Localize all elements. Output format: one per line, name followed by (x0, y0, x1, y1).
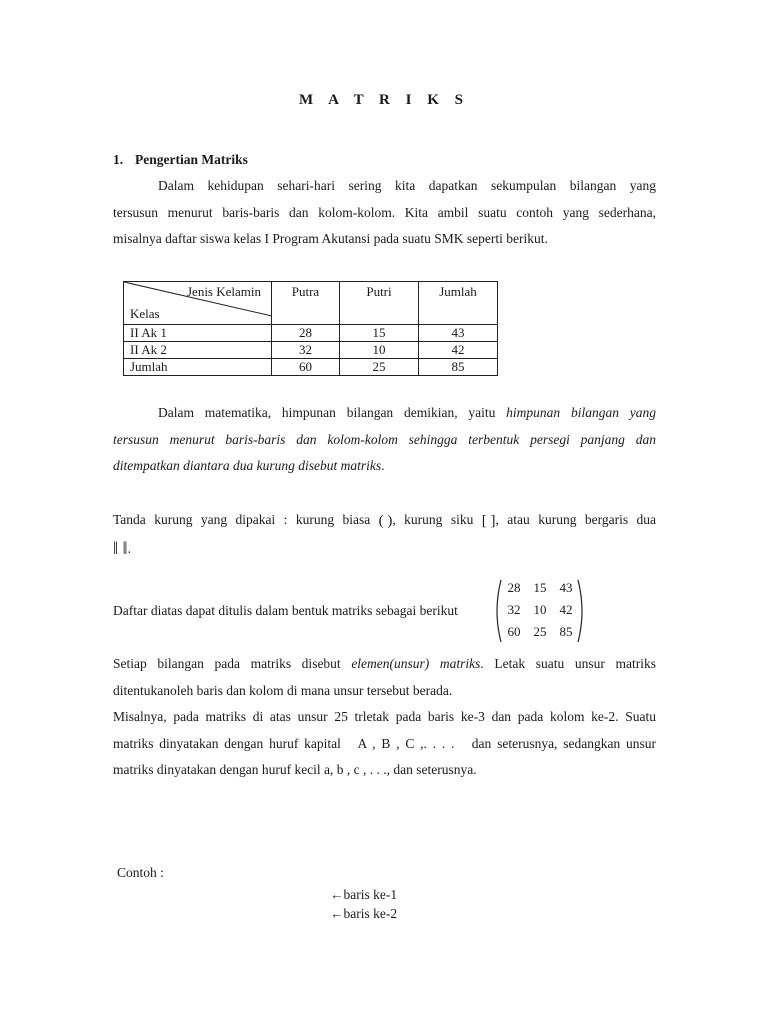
element-line-3: Misalnya, pada matriks di atas unsur 25 trletak pada baris ke-3 dan pada kolom ke-2. Suatu (113, 709, 656, 724)
row-indicator-label: baris ke-2 (343, 906, 398, 921)
matrix-intro: Daftar diatas dapat ditulis dalam bentuk matriks sebagai berikut (113, 603, 458, 618)
row-indicator-1 (330, 887, 397, 903)
matrix-row (502, 602, 582, 622)
definition-line-3-end: . (381, 458, 385, 473)
matrix-row (502, 624, 582, 644)
matrix-cell: 85 (559, 624, 573, 639)
table-cell: 28 (272, 325, 340, 342)
definition-paragraph (113, 400, 656, 480)
table-cell: 43 (419, 325, 498, 342)
matrix-cell: 60 (507, 624, 521, 639)
round-bracket-glyph: ( ) (378, 513, 393, 529)
matrix-cell: 15 (533, 580, 547, 595)
intro-line-2: tersusun menurut baris-baris dan kolom-kolom. Kita ambil suatu contoh yang sederhana, (113, 204, 656, 220)
table-cell: 32 (272, 342, 340, 359)
definition-line-1: Dalam matematika, himpunan bilangan demikian, yaitu (158, 405, 507, 420)
matrix-cell: 10 (533, 602, 547, 617)
element-line-2: ditentukanoleh baris dan kolom di mana unsur tersebut berada. (113, 682, 453, 698)
matrix-cell: 28 (507, 580, 521, 595)
intro-line-3: misalnya daftar siswa kelas I Program Akutansi pada suatu SMK seperti berikut. (113, 231, 548, 246)
matrix-cell: 42 (559, 602, 573, 617)
bracket-text-a: Tanda kurung yang dipakai : kurung biasa (113, 512, 379, 527)
element-paragraph (113, 651, 656, 784)
intro-paragraph (113, 173, 656, 253)
matrix-display (492, 578, 587, 644)
row-label: Jumlah (124, 359, 272, 376)
table-row (124, 325, 498, 342)
table-cell: 60 (272, 359, 340, 376)
table-cell: 25 (340, 359, 419, 376)
section-title: Pengertian Matriks (135, 152, 248, 167)
corner-label-top: Jenis Kelamin (186, 284, 261, 299)
example-label: Contoh : (117, 865, 164, 880)
class-table (123, 281, 498, 376)
definition-line-3: ditempatkan diantara dua kurung disebut matriks (113, 458, 382, 473)
table-corner-cell (124, 282, 272, 325)
section-heading (113, 152, 248, 168)
definition-line-2: tersusun menurut baris-baris dan kolom-kolom sehingga terbentuk persegi panjang dan (113, 431, 656, 447)
element-line-4: matriks dinyatakan dengan huruf kapital A , B , C ,. . . . dan seterusnya, sedangkan unsur (113, 735, 656, 751)
corner-label-bottom: Kelas (130, 306, 160, 321)
element-line-1: Setiap bilangan pada matriks disebut (113, 656, 352, 671)
row-indicator-2 (330, 906, 397, 922)
element-line-5: matriks dinyatakan dengan huruf kecil a, b , c , . . ., dan seterusnya. (113, 762, 477, 777)
table-row (124, 359, 498, 376)
table-cell: 15 (340, 325, 419, 342)
bracket-text-c: , atau kurung bergaris dua (495, 512, 657, 527)
left-arrow-icon: ← (330, 906, 344, 921)
matrix-cell: 32 (507, 602, 521, 617)
section-number: 1. (113, 152, 124, 167)
intro-line-1: Dalam kehidupan sehari-hari sering kita dapatkan sekumpulan bilangan yang (158, 178, 656, 193)
table-header: Putri (340, 282, 419, 325)
table-cell: 85 (419, 359, 498, 376)
row-label: II Ak 1 (124, 325, 272, 342)
bracket-text-d: . (127, 540, 131, 556)
table-cell: 42 (419, 342, 498, 359)
page-title: M A T R I K S (299, 92, 469, 108)
matrix-cell: 43 (559, 580, 573, 595)
definition-italic-1: himpunan bilangan yang (506, 405, 656, 420)
square-bracket-glyph: [ ] (481, 513, 496, 529)
element-italic: elemen(unsur) matriks (351, 656, 481, 671)
row-label: II Ak 2 (124, 342, 272, 359)
double-bar-glyph: ‖ ‖ (113, 537, 128, 558)
left-arrow-icon: ← (330, 887, 344, 902)
table-header: Putra (272, 282, 340, 325)
element-line-1-end: . Letak suatu unsur matriks (480, 656, 656, 671)
table-header-row (124, 282, 498, 325)
table-row (124, 342, 498, 359)
bracket-paragraph (113, 507, 656, 562)
matrix-cell: 25 (533, 624, 547, 639)
table-cell: 10 (340, 342, 419, 359)
row-indicator-label: baris ke-1 (343, 887, 398, 902)
table-header: Jumlah (419, 282, 498, 325)
matrix-row (502, 580, 582, 600)
bracket-text-b: , kurung siku (392, 512, 482, 527)
